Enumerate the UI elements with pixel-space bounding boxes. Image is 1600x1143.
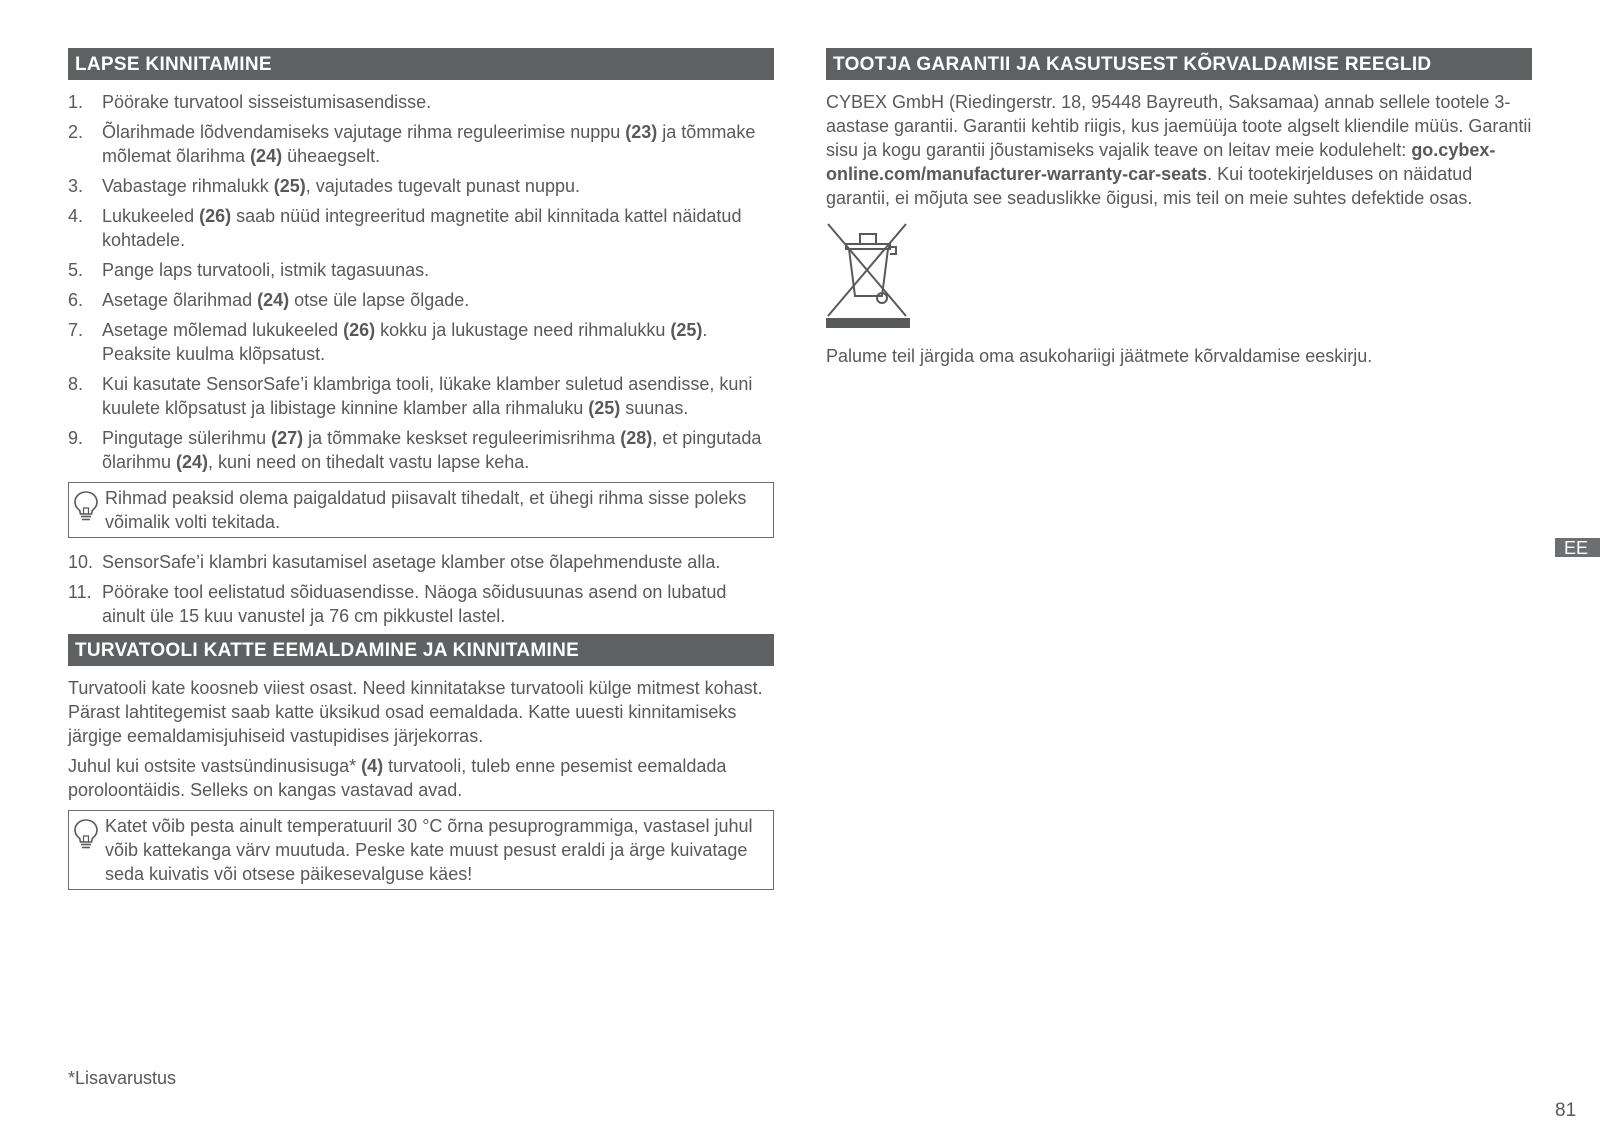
step-text	[102, 90, 774, 114]
step-item	[68, 318, 774, 366]
cover-paragraph-2	[68, 754, 774, 802]
step-text	[102, 318, 774, 366]
tip-box-straps	[68, 482, 774, 538]
bold-reference: (24)	[176, 452, 209, 472]
cover-paragraph-1	[68, 676, 774, 748]
section-heading-child-fastening: LAPSE KINNITAMINE	[68, 48, 774, 80]
lightbulb-icon	[73, 486, 105, 534]
text-run: Pingutage sülerihmu	[102, 428, 272, 448]
crossed-out-wheelie-bin-icon	[826, 222, 910, 330]
step-item	[68, 204, 774, 252]
section-heading-warranty: TOOTJA GARANTII JA KASUTUSEST KÕRVALDAMISE REEGLID	[826, 48, 1532, 80]
text-run: Kui kasutate SensorSafe’i klambriga tooli, lükake klamber suletud asendisse, kuni kuulete klõpsatust ja libistage kinnine klamber alla rihmaluku	[102, 374, 753, 418]
disposal-paragraph: Palume teil järgida oma asukohariigi jäätmete kõrvaldamise eeskirju.	[826, 346, 1373, 366]
step-text	[102, 550, 774, 574]
bold-reference: (24)	[250, 146, 283, 166]
bold-reference: (26)	[199, 206, 232, 226]
text-run: Turvatooli kate koosneb viiest osast. Need kinnitatakse turvatooli külge mitmest kohast. Pärast lahtitegemist saab katte üksikud osad eemaldada. Katte uuesti kinnitamiseks järgige eemaldamisjuhiseid vastupidises järjekorras.	[68, 678, 763, 746]
text-run: Pöörake turvatool sisseistumisasendisse.	[102, 92, 432, 112]
steps-list-b	[68, 550, 774, 628]
step-number: 10.	[68, 552, 94, 572]
text-run: CYBEX GmbH (Riedingerstr. 18, 95448 Bayreuth, Saksamaa) annab sellele tootele 3-aastase garantii. Garantii kehtib riigis, kus jaemüüja toote algselt kliendile müüs. Garantii sisu ja kogu garantii jõustamiseks vajalik teave on leitav meie kodulehelt:	[826, 92, 1532, 160]
step-text	[102, 120, 774, 168]
text-run: kokku ja lukustage need rihmalukku	[375, 320, 671, 340]
warranty-paragraph	[826, 90, 1532, 210]
text-run: Asetage mõlemad lukukeeled	[102, 320, 344, 340]
lightbulb-icon	[73, 814, 105, 886]
step-number: 7.	[68, 320, 84, 340]
step-text	[102, 174, 774, 198]
text-run: ja tõmmake mõlemat õlarihma	[102, 122, 756, 166]
step-item	[68, 426, 774, 474]
bold-reference: (25)	[670, 320, 703, 340]
step-item	[68, 288, 774, 312]
step-item	[68, 90, 774, 114]
text-run: otse üle lapse õlgade.	[289, 290, 470, 310]
step-text	[102, 426, 774, 474]
step-text	[102, 258, 774, 282]
text-run: , vajutades tugevalt punast nuppu.	[305, 176, 580, 196]
step-item	[68, 580, 774, 628]
text-run: Juhul kui ostsite vastsündinusisuga*	[68, 756, 362, 776]
step-number: 1.	[68, 92, 84, 112]
steps-list-a	[68, 90, 774, 474]
text-run: . Peaksite kuulma klõpsatust.	[102, 320, 708, 364]
text-run: Vabastage rihmalukk	[102, 176, 274, 196]
step-number: 5.	[68, 260, 84, 280]
step-number: 6.	[68, 290, 84, 310]
tip-text: Rihmad peaksid olema paigaldatud piisavalt tihedalt, et ühegi rihma sisse poleks võimalik volti tekitada.	[105, 488, 747, 532]
bold-reference: (27)	[271, 428, 304, 448]
text-run: saab nüüd integreeritud magnetite abil kinnitada kattel näidatud kohtadele.	[102, 206, 742, 250]
step-item	[68, 258, 774, 282]
bold-reference: (25)	[273, 176, 306, 196]
bold-reference: (25)	[588, 398, 621, 418]
step-number: 9.	[68, 428, 84, 448]
text-run: SensorSafe’i klambri kasutamisel asetage klamber otse õlapehmenduste alla.	[102, 552, 721, 572]
page-number: 81	[1555, 1100, 1577, 1121]
language-tab: EE	[1555, 538, 1600, 557]
bold-reference: (24)	[257, 290, 290, 310]
tip-text: Katet võib pesta ainult temperatuuril 30 °C õrna pesuprogrammiga, vastasel juhul võib kattekanga värv muutuda. Peske kate muust pesust eraldi ja ärge kuivatage seda kuivatis või otsese päikesevalguse käes!	[105, 816, 753, 884]
bold-reference: go.cybex-online.com/manufacturer-warranty-car-seats	[826, 140, 1496, 184]
text-run: Lukukeeled	[102, 206, 200, 226]
step-number: 3.	[68, 176, 84, 196]
text-run: , et pingutada õlarihmu	[102, 428, 762, 472]
step-text	[102, 580, 774, 628]
text-run: turvatooli, tuleb enne pesemist eemaldada poroloontäidis. Selleks on kangas vastavad avad.	[68, 756, 727, 800]
text-run: Pöörake tool eelistatud sõiduasendisse. Näoga sõidusuunas asend on lubatud ainult üle 15 kuu vanustel ja 76 cm pikkustel lastel.	[102, 582, 727, 626]
step-item	[68, 120, 774, 168]
bold-reference: (28)	[620, 428, 653, 448]
step-number: 2.	[68, 122, 84, 142]
step-item	[68, 550, 774, 574]
bold-reference: (26)	[343, 320, 376, 340]
footnote: *Lisavarustus	[68, 1068, 177, 1088]
bold-reference: (4)	[361, 756, 384, 776]
text-run: , kuni need on tihedalt vastu lapse keha.	[208, 452, 530, 472]
text-run: Õlarihmade lõdvendamiseks vajutage rihma reguleerimise nuppu	[102, 122, 626, 142]
text-run: Asetage õlarihmad	[102, 290, 258, 310]
text-run: ja tõmmake keskset reguleerimisrihma	[303, 428, 621, 448]
step-text	[102, 204, 774, 252]
step-number: 4.	[68, 206, 84, 226]
text-run: Pange laps turvatooli, istmik tagasuunas.	[102, 260, 430, 280]
text-run: . Kui tootekirjelduses on näidatud garantii, ei mõjuta see seaduslikke õigusi, mis teil on meie suhtes defektide osas.	[826, 164, 1473, 208]
text-run: üheaegselt.	[282, 146, 381, 166]
step-item	[68, 174, 774, 198]
text-run: suunas.	[620, 398, 689, 418]
step-text	[102, 288, 774, 312]
bold-reference: (23)	[625, 122, 658, 142]
tip-box-washing	[68, 810, 774, 890]
section-heading-cover: TURVATOOLI KATTE EEMALDAMINE JA KINNITAMINE	[68, 634, 774, 666]
right-column	[826, 48, 1532, 374]
step-text	[102, 372, 774, 420]
step-number: 8.	[68, 374, 84, 394]
step-number: 11.	[68, 582, 92, 602]
left-column	[68, 48, 774, 902]
step-item	[68, 372, 774, 420]
